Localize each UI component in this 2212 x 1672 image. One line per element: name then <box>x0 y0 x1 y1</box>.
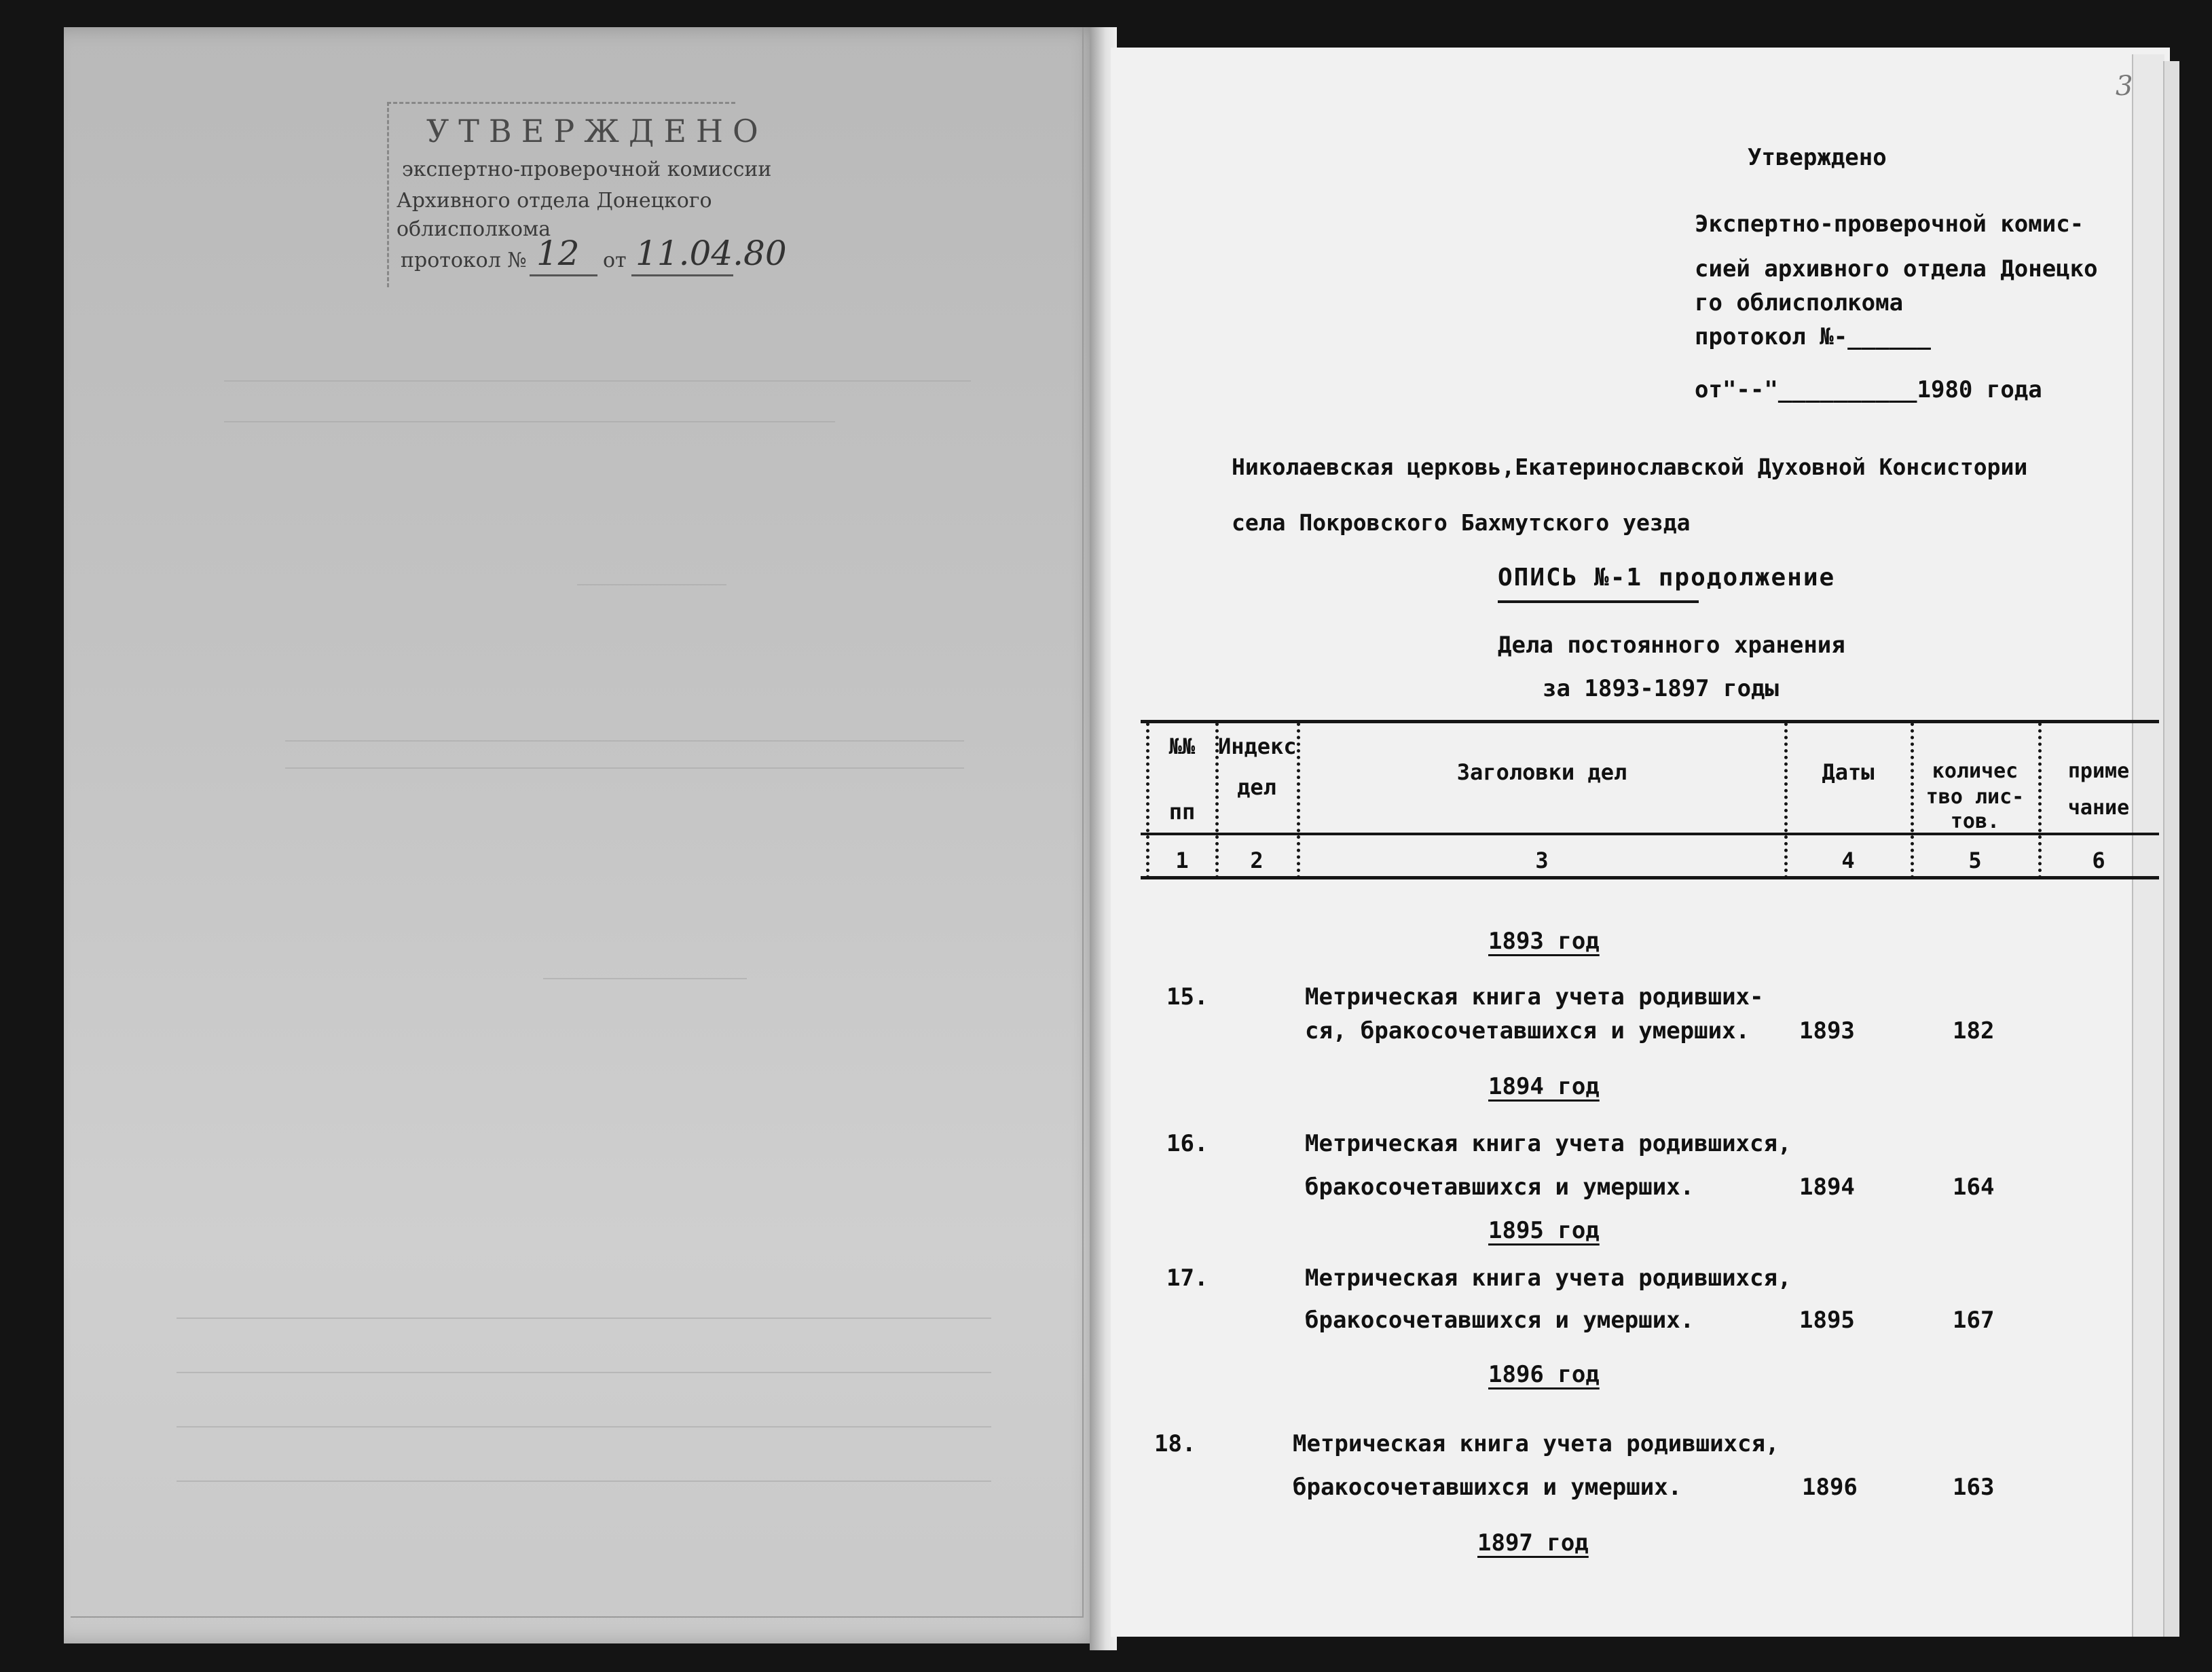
column-divider <box>1146 723 1149 879</box>
entry-sheets: 164 <box>1953 1174 1995 1201</box>
entry-title-line: бракосочетавшихся и умерших. <box>1305 1174 1695 1201</box>
stamp-line: облисполкома <box>397 217 551 241</box>
stamp-line: Архивного отдела Донецкого <box>397 189 712 213</box>
entry-title-line: Метрическая книга учета родившихся, <box>1305 1265 1792 1292</box>
entry-title-line: бракосочетавшихся и умерших. <box>1305 1307 1695 1334</box>
heading-village: села Покровского Бахмутского уезда <box>1232 509 1691 536</box>
col-number-label: 3 <box>1535 848 1549 873</box>
entry-sheets: 182 <box>1953 1017 1995 1044</box>
entry-date: 1895 <box>1799 1307 1855 1334</box>
stamp-protocol-label: протокол № <box>401 249 527 272</box>
col-sheets-header: тво лис- <box>1925 785 2025 809</box>
year-heading: 1894 год <box>1488 1073 1600 1100</box>
bleed-through-line <box>177 1480 991 1482</box>
entry-number: 16. <box>1166 1130 1209 1157</box>
heading-church: Николаевская церковь,Екатеринославской Духовной Консистории <box>1232 454 2028 480</box>
entry-date: 1894 <box>1799 1174 1855 1201</box>
year-heading: 1897 год <box>1477 1529 1589 1557</box>
bleed-through-line <box>577 584 726 585</box>
approval-protocol: протокол №-______ <box>1695 323 1931 350</box>
approval-line: Экспертно-проверочной комис- <box>1695 211 2084 238</box>
entry-title-line: Метрическая книга учета родившихся, <box>1305 1130 1792 1157</box>
col-number-label: 5 <box>1968 848 1982 873</box>
page-edge <box>2132 54 2164 1637</box>
inventory-continuation: продолжение <box>1642 564 1836 592</box>
stamp-protocol-number: 12 <box>536 234 580 273</box>
table-top-rule <box>1141 720 2159 723</box>
col-notes-header: приме <box>2067 759 2130 783</box>
approval-date: от"--"__________1980 года <box>1695 376 2042 403</box>
entry-title-line: бракосочетавшихся и умерших. <box>1293 1474 1682 1501</box>
col-index-header: дел <box>1237 774 1276 800</box>
entry-title-line: Метрическая книга учета родивших- <box>1305 983 1764 1011</box>
column-divider <box>1297 723 1300 879</box>
col-index-header: Индекс <box>1218 733 1297 759</box>
col-number-label: 1 <box>1175 848 1189 873</box>
stamp-date-value: 11.04.80 <box>635 234 787 273</box>
col-number-header: №№ <box>1168 733 1196 759</box>
col-number-label: 2 <box>1250 848 1264 873</box>
year-heading: 1895 год <box>1488 1217 1600 1244</box>
page-edge <box>2163 61 2179 1637</box>
entry-date: 1896 <box>1802 1474 1858 1501</box>
bleed-through-line <box>224 380 971 382</box>
bleed-through-line <box>224 421 835 422</box>
approval-line: го облисполкома <box>1695 289 1904 316</box>
stamp-title: УТВЕРЖДЕНО <box>426 113 768 149</box>
col-number-label: 4 <box>1841 848 1855 873</box>
stamp-line: экспертно-проверочной комиссии <box>402 158 772 181</box>
entry-number: 17. <box>1166 1265 1209 1292</box>
entry-sheets: 163 <box>1953 1474 1995 1501</box>
entry-number: 18. <box>1154 1430 1196 1457</box>
entry-number: 15. <box>1166 983 1209 1011</box>
col-title-header: Заголовки дел <box>1456 759 1627 785</box>
approval-line: сией архивного отдела Донецко <box>1695 255 2098 283</box>
entry-title-line: ся, бракосочетавшихся и умерших. <box>1305 1017 1750 1044</box>
right-page <box>1111 48 2170 1637</box>
entry-date: 1893 <box>1799 1017 1855 1044</box>
bleed-through-line <box>177 1372 991 1373</box>
col-number-label: 6 <box>2092 848 2105 873</box>
years-line: за 1893-1897 годы <box>1543 675 1779 702</box>
entry-title-line: Метрическая книга учета родившихся, <box>1293 1430 1780 1457</box>
year-heading: 1896 год <box>1488 1361 1600 1388</box>
page-number: 3 <box>2116 71 2133 102</box>
bleed-through-line <box>285 740 964 742</box>
col-sheets-header: количес <box>1932 759 2019 783</box>
stamp-frame <box>387 102 735 287</box>
bleed-through-line <box>177 1426 991 1428</box>
stamp-date-label: от <box>603 249 627 272</box>
bleed-through-line <box>177 1317 991 1319</box>
inventory-title <box>1498 564 1835 592</box>
table-numbers-rule <box>1141 876 2159 879</box>
year-heading: 1893 год <box>1488 928 1600 955</box>
inventory-underline <box>1498 600 1699 603</box>
column-divider <box>1784 723 1788 879</box>
approval-title: Утверждено <box>1748 144 1887 171</box>
storage-line: Дела постоянного хранения <box>1498 632 1845 659</box>
bleed-through-line <box>285 767 964 769</box>
entry-sheets: 167 <box>1953 1307 1995 1334</box>
col-dates-header: Даты <box>1822 759 1875 785</box>
bleed-through-line <box>543 978 747 979</box>
col-number-header: пп <box>1168 799 1196 824</box>
col-sheets-header: тов. <box>1950 810 2000 833</box>
col-notes-header: чание <box>2067 796 2130 820</box>
inventory-number: ОПИСЬ №-1 <box>1498 564 1643 592</box>
